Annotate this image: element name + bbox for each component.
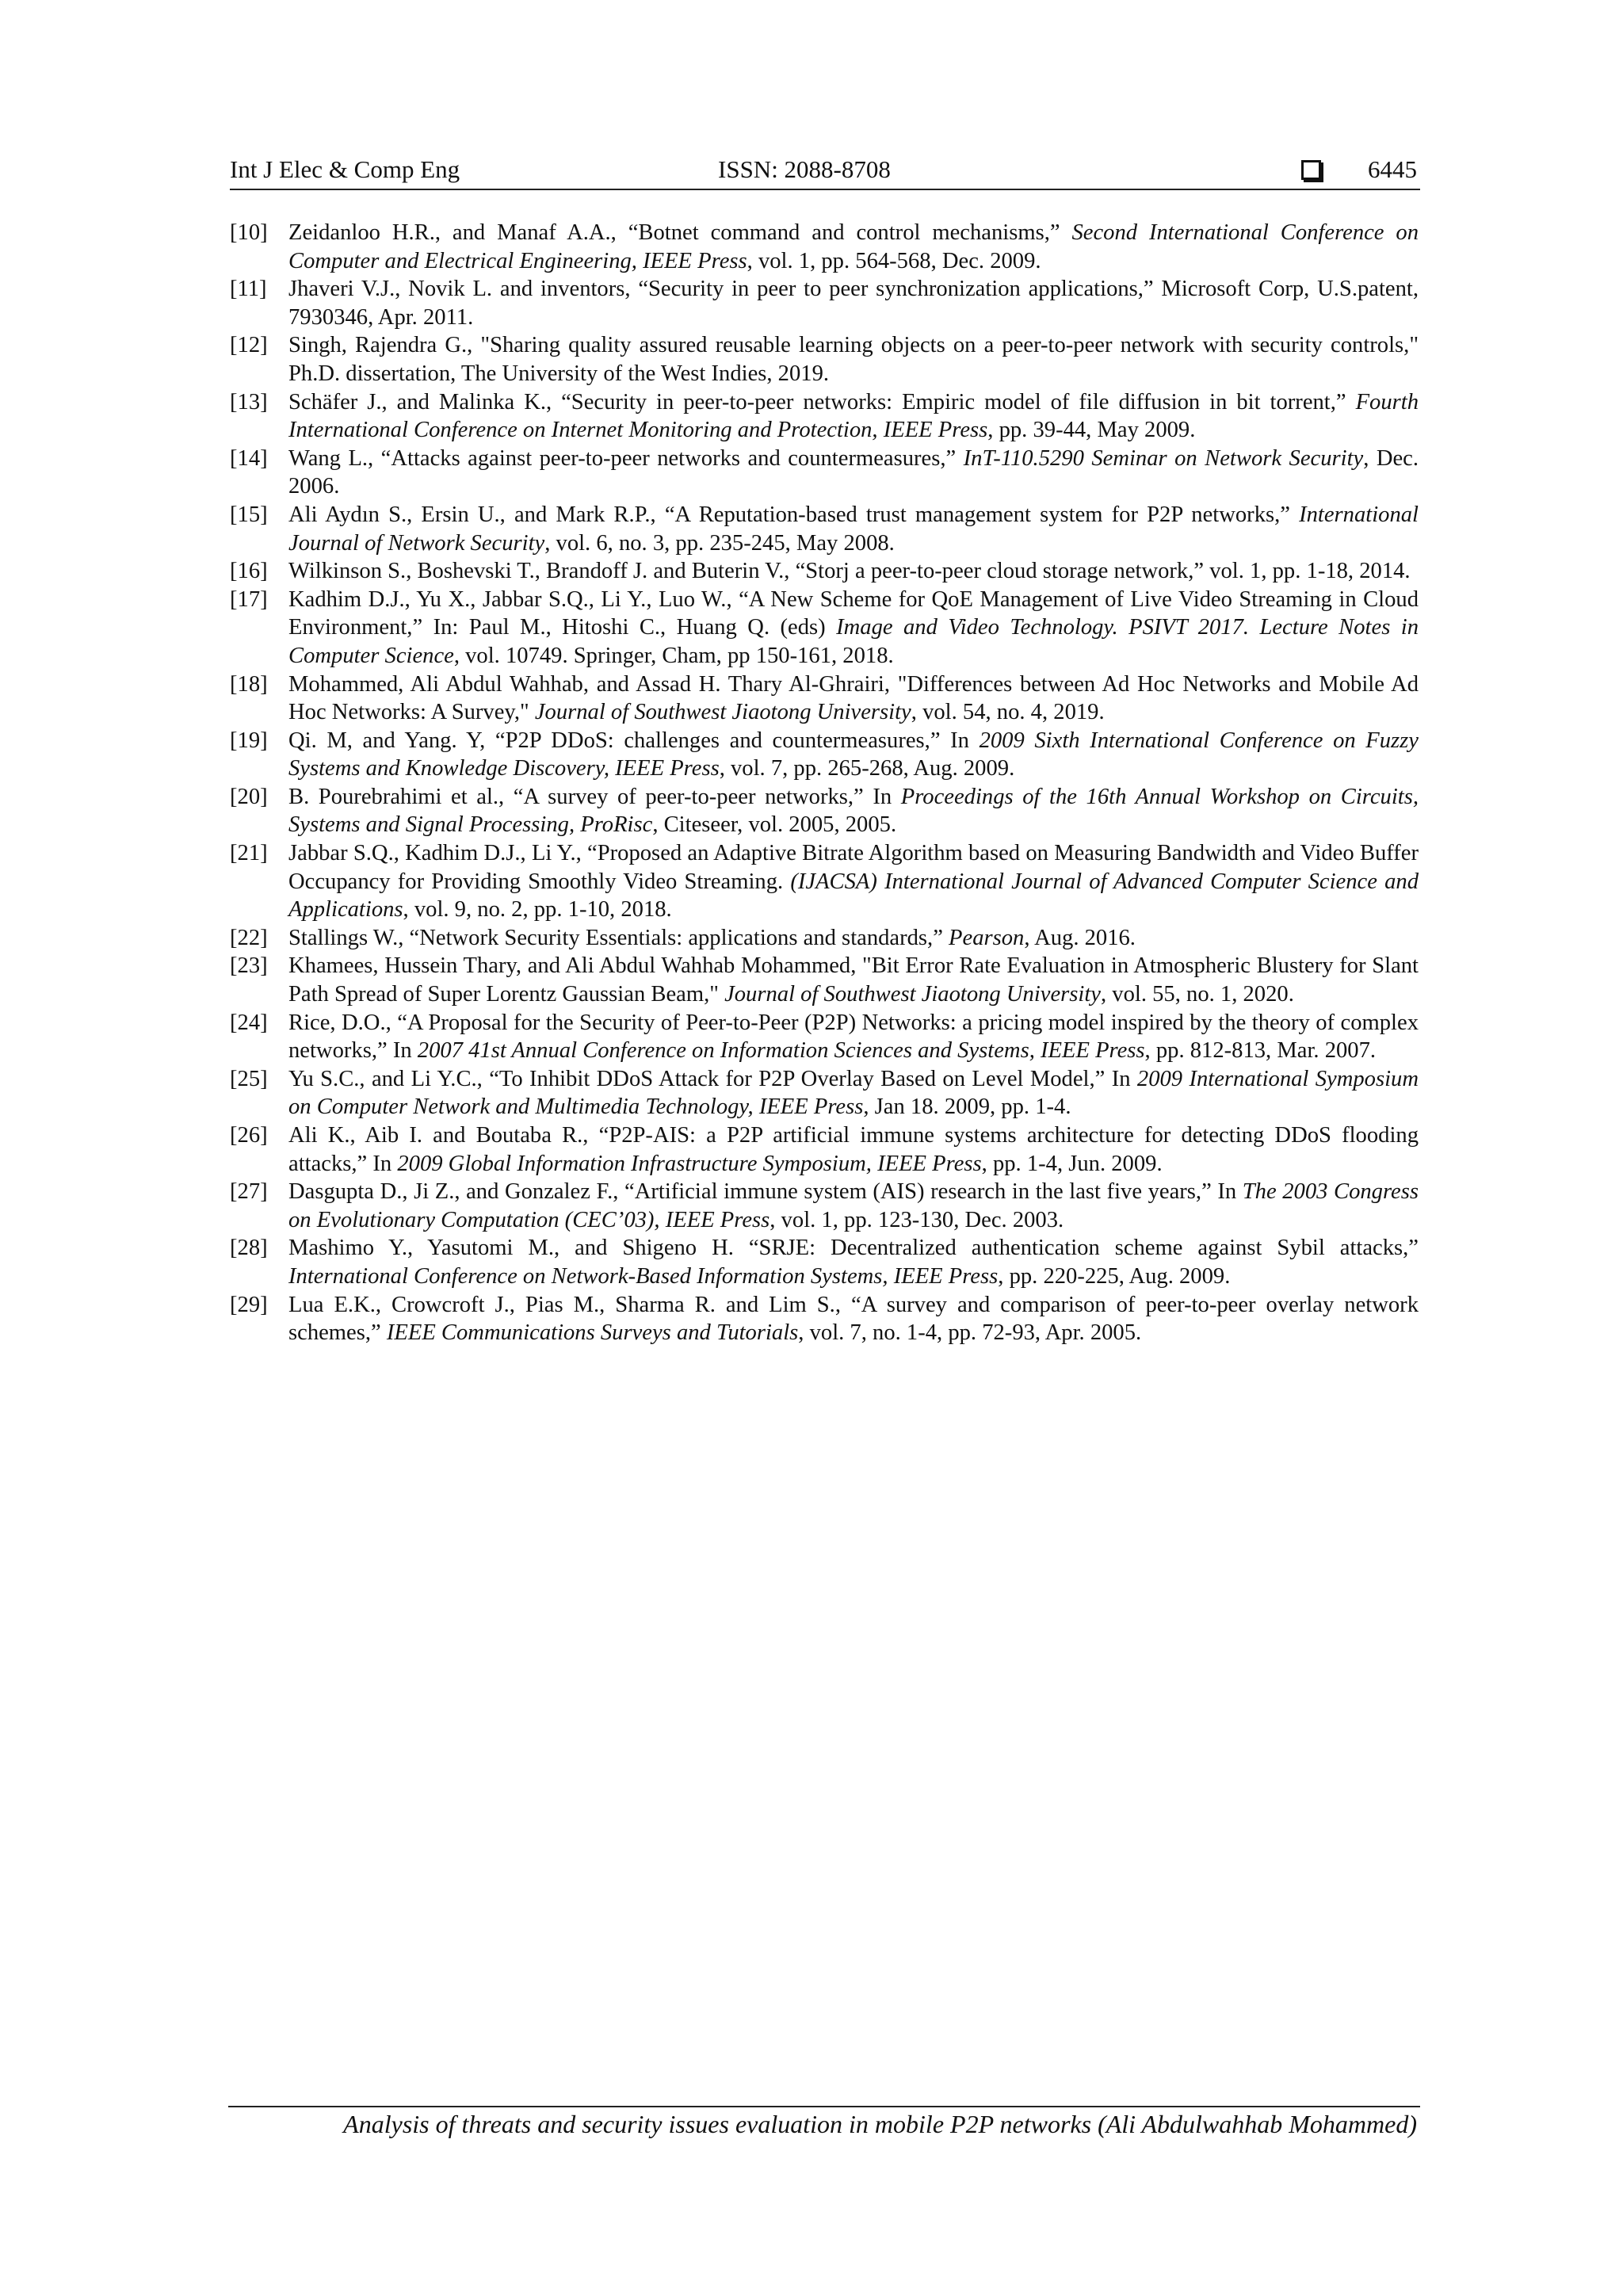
reference-number: [29]	[230, 1292, 268, 1317]
reference-text	[288, 586, 1419, 670]
reference-text-segment: B. Pourebrahimi et al., “A survey of peer-to-peer networks,” In	[288, 784, 901, 809]
reference-entry	[230, 924, 1419, 953]
page-number: 6445	[1368, 155, 1417, 183]
running-title: Analysis of threats and security issues evaluation in mobile P2P networks (Ali Abdulwahhab Mohammed)	[343, 2110, 1417, 2138]
reference-text-segment: Dasgupta D., Ji Z., and Gonzalez F., “Artificial immune system (AIS) research in the last five years,” In	[288, 1179, 1243, 1205]
reference-venue: 2009 Global Information Infrastructure Symposium, IEEE Press	[397, 1151, 982, 1176]
reference-number: [27]	[230, 1179, 268, 1205]
reference-text-segment: Singh, Rajendra G., "Sharing quality assured reusable learning objects on a peer-to-peer network with security controls," Ph.D. dissertation, The University of the West Indies, 2019.	[288, 333, 1419, 386]
reference-text-segment: , vol. 10749. Springer, Cham, pp 150-161, 2018.	[453, 643, 894, 668]
reference-number: [25]	[230, 1066, 268, 1091]
reference-venue: Pearson	[949, 925, 1025, 950]
reference-text	[288, 1291, 1419, 1347]
reference-text-segment: , vol. 55, no. 1, 2020.	[1101, 982, 1294, 1007]
reference-venue: InT-110.5290 Seminar on Network Security	[963, 445, 1364, 471]
reference-venue: 2009 International Symposium on Computer Network and Multimedia Technology, IEEE Press	[288, 1066, 1419, 1120]
reference-text-segment: , pp. 1-4, Jun. 2009.	[981, 1151, 1163, 1176]
reference-number: [12]	[230, 333, 268, 358]
reference-text-segment: , vol. 9, no. 2, pp. 1-10, 2018.	[403, 897, 672, 923]
reference-text-segment: , pp. 812-813, Mar. 2007.	[1144, 1038, 1377, 1064]
reference-text-segment: Wilkinson S., Boshevski T., Brandoff J. and Buterin V., “Storj a peer-to-peer cloud storage network,” vol. 1, pp. 1-18, 2014.	[288, 559, 1411, 584]
reference-entry	[230, 1065, 1419, 1121]
reference-text-segment: Ali K., Aib I. and Boutaba R., “P2P-AIS: a P2P artificial immune systems architecture for detecting DDoS flooding attacks,” In	[288, 1123, 1419, 1176]
reference-venue: Second International Conference on Computer and Electrical Engineering, IEEE Press	[288, 220, 1419, 273]
reference-number: [28]	[230, 1236, 268, 1261]
reference-entry	[230, 445, 1419, 501]
reference-text	[288, 331, 1419, 388]
reference-number: [22]	[230, 925, 268, 950]
reference-text-segment: Jabbar S.Q., Kadhim D.J., Li Y., “Proposed an Adaptive Bitrate Algorithm based on Measuring Bandwidth and Video Buffer Occupancy for Providing Smoothly Video Streaming.	[288, 841, 1419, 894]
reference-entry	[230, 1121, 1419, 1178]
reference-text-segment: Mashimo Y., Yasutomi M., and Shigeno H. “SRJE: Decentralized authentication scheme against Sybil attacks,”	[288, 1236, 1419, 1261]
reference-entry	[230, 952, 1419, 1008]
reference-venue: (IJACSA) International Journal of Advanced Computer Science and Applications	[288, 869, 1419, 923]
reference-text-segment: , Aug. 2016.	[1024, 925, 1136, 950]
reference-number: [13]	[230, 389, 268, 415]
reference-number: [21]	[230, 841, 268, 866]
checkbox-square-icon	[1301, 160, 1321, 180]
reference-text-segment: , pp. 39-44, May 2009.	[987, 418, 1196, 443]
reference-number: [18]	[230, 671, 268, 697]
page-header	[230, 152, 1420, 190]
reference-number: [24]	[230, 1010, 268, 1035]
reference-text	[288, 557, 1419, 586]
journal-name: Int J Elec & Comp Eng	[230, 155, 460, 183]
reference-entry	[230, 670, 1419, 727]
reference-venue: Image and Video Technology. PSIVT 2017. Lecture Notes in Computer Science	[288, 615, 1419, 668]
reference-text	[288, 924, 1419, 953]
reference-number: [23]	[230, 953, 268, 979]
reference-text-segment: Zeidanloo H.R., and Manaf A.A., “Botnet command and control mechanisms,”	[288, 220, 1072, 245]
reference-text	[288, 501, 1419, 557]
reference-entry	[230, 727, 1419, 783]
reference-venue: Fourth International Conference on Internet Monitoring and Protection, IEEE Press	[288, 389, 1419, 443]
reference-venue: Journal of Southwest Jiaotong University	[534, 700, 911, 725]
reference-text	[288, 1009, 1419, 1065]
reference-text-segment: Schäfer J., and Malinka K., “Security in peer-to-peer networks: Empiric model of file diffusion in bit torrent,”	[288, 389, 1356, 415]
reference-text-segment: Mohammed, Ali Abdul Wahhab, and Assad H. Thary Al-Ghrairi, "Differences between Ad Hoc Networks and Mobile Ad Hoc Networks: A Survey,"	[288, 671, 1419, 725]
reference-venue: Proceedings of the 16th Annual Workshop on Circuits, Systems and Signal Processing, ProRisc	[288, 784, 1419, 838]
reference-text	[288, 1121, 1419, 1178]
reference-text-segment: , vol. 54, no. 4, 2019.	[911, 700, 1105, 725]
reference-text-segment: Yu S.C., and Li Y.C., “To Inhibit DDoS Attack for P2P Overlay Based on Level Model,” In	[288, 1066, 1137, 1091]
reference-entry	[230, 839, 1419, 924]
reference-number: [15]	[230, 502, 268, 527]
reference-number: [20]	[230, 784, 268, 809]
reference-text-segment: , vol. 1, pp. 123-130, Dec. 2003.	[769, 1207, 1064, 1232]
reference-text	[288, 839, 1419, 924]
reference-text-segment: Khamees, Hussein Thary, and Ali Abdul Wahhab Mohammed, "Bit Error Rate Evaluation in Atmospheric Blustery for Slant Path Spread of Super Lorentz Gaussian Beam,"	[288, 953, 1419, 1007]
reference-number: [11]	[230, 277, 267, 302]
reference-text-segment: Stallings W., “Network Security Essentials: applications and standards,”	[288, 925, 949, 950]
reference-number: [16]	[230, 559, 268, 584]
reference-entry	[230, 1009, 1419, 1065]
reference-number: [14]	[230, 445, 268, 471]
reference-venue: International Journal of Network Security	[288, 502, 1419, 556]
reference-entry	[230, 275, 1419, 331]
reference-text	[288, 1234, 1419, 1290]
reference-number: [10]	[230, 220, 268, 245]
reference-entry	[230, 783, 1419, 839]
reference-venue: IEEE Communications Surveys and Tutorials	[386, 1320, 799, 1346]
reference-entry	[230, 219, 1419, 275]
reference-entry	[230, 1291, 1419, 1347]
reference-venue: The 2003 Congress on Evolutionary Computation (CEC’03), IEEE Press	[288, 1179, 1419, 1232]
reference-entry	[230, 557, 1419, 586]
reference-venue: 2007 41st Annual Conference on Information Sciences and Systems, IEEE Press	[417, 1038, 1145, 1064]
reference-number: [26]	[230, 1123, 268, 1148]
reference-venue: 2009 Sixth International Conference on Fuzzy Systems and Knowledge Discovery, IEEE Press	[288, 728, 1419, 781]
reference-text-segment: Kadhim D.J., Yu X., Jabbar S.Q., Li Y., Luo W., “A New Scheme for QoE Management of Live Video Streaming in Cloud Environment,” In: Paul M., Hitoshi C., Huang Q. (eds)	[288, 586, 1419, 640]
reference-text	[288, 783, 1419, 839]
reference-entry	[230, 388, 1419, 445]
reference-text-segment: , vol. 7, pp. 265-268, Aug. 2009.	[719, 756, 1015, 781]
reference-text	[288, 219, 1419, 275]
reference-text	[288, 445, 1419, 501]
reference-text-segment: , Dec. 2006.	[288, 445, 1419, 499]
footer-divider	[228, 2106, 1420, 2107]
reference-text-segment: Wang L., “Attacks against peer-to-peer networks and countermeasures,”	[288, 445, 964, 471]
reference-text	[288, 275, 1419, 331]
issn-label: ISSN: 2088-8708	[718, 155, 891, 183]
reference-text	[288, 388, 1419, 445]
reference-venue: International Conference on Network-Based Information Systems, IEEE Press	[288, 1263, 999, 1289]
reference-text-segment: Lua E.K., Crowcroft J., Pias M., Sharma R. and Lim S., “A survey and comparison of peer-to-peer overlay network schemes,”	[288, 1292, 1419, 1346]
reference-text-segment: , vol. 1, pp. 564-568, Dec. 2009.	[747, 248, 1041, 273]
reference-text-segment: , vol. 7, no. 1-4, pp. 72-93, Apr. 2005.	[798, 1320, 1142, 1346]
reference-text-segment: Ali Aydın S., Ersin U., and Mark R.P., “A Reputation-based trust management system for P2P networks,”	[288, 502, 1300, 527]
reference-text-segment: Rice, D.O., “A Proposal for the Security of Peer-to-Peer (P2P) Networks: a pricing model inspired by the theory of complex networks,” In	[288, 1010, 1419, 1064]
reference-text	[288, 727, 1419, 783]
reference-text-segment: , pp. 220-225, Aug. 2009.	[998, 1263, 1231, 1289]
reference-venue: Journal of Southwest Jiaotong University	[724, 982, 1101, 1007]
reference-number: [17]	[230, 586, 268, 612]
reference-text-segment: Qi. M, and Yang. Y, “P2P DDoS: challenges and countermeasures,” In	[288, 728, 980, 753]
reference-text	[288, 670, 1419, 727]
reference-text-segment: , Citeseer, vol. 2005, 2005.	[652, 812, 897, 838]
reference-text	[288, 952, 1419, 1008]
reference-entry	[230, 1234, 1419, 1290]
reference-text	[288, 1065, 1419, 1121]
reference-list	[230, 219, 1419, 1347]
reference-entry	[230, 501, 1419, 557]
reference-entry	[230, 331, 1419, 388]
reference-number: [19]	[230, 728, 268, 753]
reference-text-segment: , vol. 6, no. 3, pp. 235-245, May 2008.	[544, 530, 895, 556]
reference-text-segment: Jhaveri V.J., Novik L. and inventors, “Security in peer to peer synchronization applications,” Microsoft Corp, U.S.patent, 7930346, Apr. 2011.	[288, 277, 1419, 330]
reference-text	[288, 1178, 1419, 1234]
reference-text-segment: , Jan 18. 2009, pp. 1-4.	[863, 1095, 1071, 1120]
reference-entry	[230, 586, 1419, 670]
reference-entry	[230, 1178, 1419, 1234]
